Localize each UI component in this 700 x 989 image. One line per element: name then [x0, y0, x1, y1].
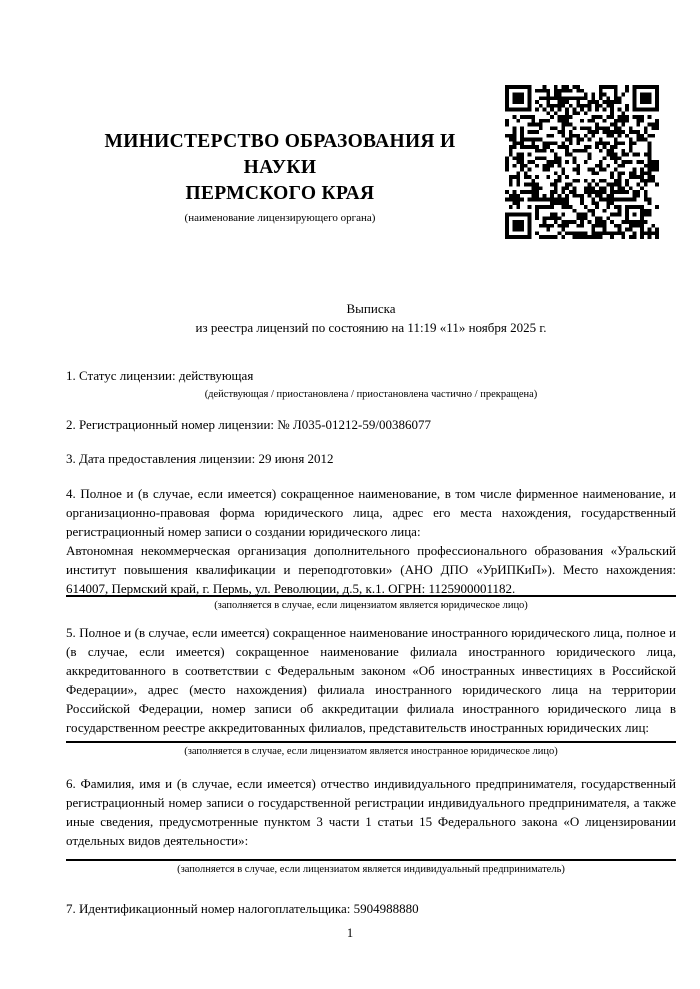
field-taxpayer-id: 7. Идентификационный номер налогоплательщика: 5904988880 [66, 901, 419, 916]
ministry-caption: (наименование лицензирующего органа) [184, 212, 376, 224]
field-license-status-caption: (действующая / приостановлена / приостановлена частично / прекращена) [204, 389, 538, 400]
page-number: 1 [346, 926, 354, 940]
field-individual-entrepreneur-caption: (заполняется в случае, если лицензиатом является индивидуальный предприниматель) [66, 859, 676, 877]
field-legal-entity [66, 484, 676, 598]
field-individual-entrepreneur: 6. Фамилия, имя и (в случае, если имеется) отчество индивидуального предпринимателя, государственный регистрационный номер записи о государственной регистрации индивидуального предпринимателя, а также иные сведения, предусмотренные пунктом 3 части 1 статьи 15 Федерального закона «О лицензировании отдельных видов деятельности»: [66, 776, 676, 848]
qr-code-icon [505, 85, 659, 239]
field-legal-entity-label: 4. Полное и (в случае, если имеется) сокращенное наименование, в том числе фирменное наименование, и организационно-правовая форма юридического лица, адрес его места нахождения, государственный регистрационный номер записи о создании юридического лица: [66, 486, 676, 539]
field-foreign-entity: 5. Полное и (в случае, если имеется) сокращенное наименование иностранного юридического лица, полное и (в случае, если имеется) сокращенное наименование филиала иностранного юридического лица, аккредитованного в соответствии с Федеральным законом «Об иностранных инвестициях в Российской Федерации», адрес (место нахождения) филиала иностранного юридического лица на территории Российской Федерации, номер записи об аккредитации филиала иностранного юридического лица в государственном реестре аккредитованных филиалов, представительств иностранных юридических лиц: [66, 625, 676, 735]
field-legal-entity-caption: (заполняется в случае, если лицензиатом является юридическое лицо) [66, 595, 676, 613]
field-registration-number: 2. Регистрационный номер лицензии: № Л035-01212-59/00386077 [66, 417, 432, 432]
document-subtitle: из реестра лицензий по состоянию на 11:19 «11» ноября 2025 г. [195, 320, 547, 335]
document-title: Выписка [346, 301, 396, 316]
field-legal-entity-value: Автономная некоммерческая организация дополнительного профессионального образования «Уральский институт повышения квалификации и переподготовки» (АНО ДПО «УрИПКиП»). Место нахождения: 614007, Пермский край, г. Пермь, ул. Революции, д.5, к.1. ОГРН: 1125900001182. [66, 543, 676, 596]
document-heading [66, 299, 676, 337]
ministry-name-line2: ПЕРМСКОГО КРАЯ [185, 183, 375, 204]
licensing-authority-block [66, 129, 494, 225]
field-license-status: 1. Статус лицензии: действующая [66, 368, 254, 383]
field-license-grant-date: 3. Дата предоставления лицензии: 29 июня 2012 [66, 451, 334, 466]
ministry-name-line1: МИНИСТЕРСТВО ОБРАЗОВАНИЯ И НАУКИ [104, 131, 456, 178]
field-foreign-entity-caption: (заполняется в случае, если лицензиатом является иностранное юридическое лицо) [66, 741, 676, 759]
